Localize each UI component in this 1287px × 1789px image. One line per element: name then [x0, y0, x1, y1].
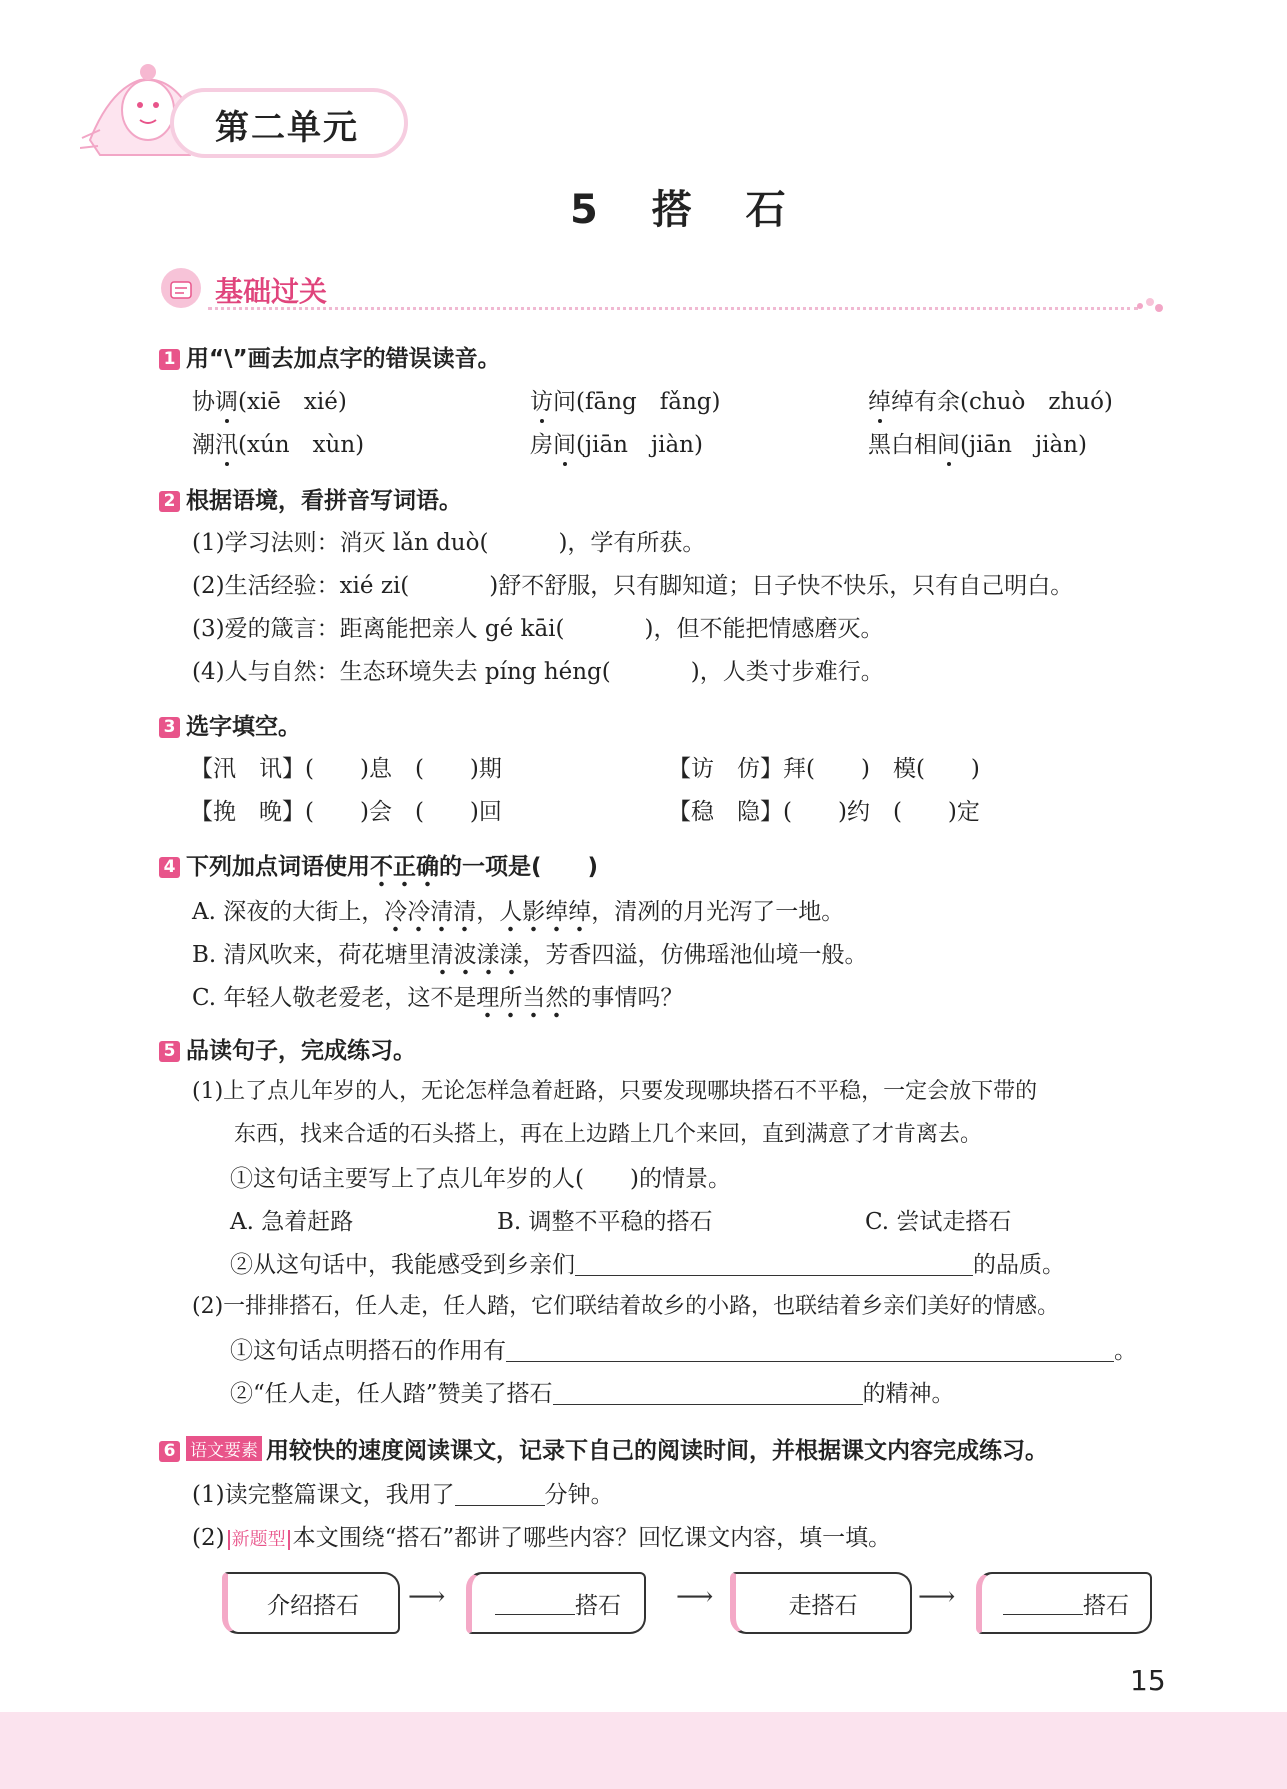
- section-title: 基础过关: [215, 275, 328, 308]
- q1-item-4: 潮汛(xún xùn): [192, 426, 364, 459]
- q5-option-c: C. 尝试走搭石: [865, 1209, 1012, 1235]
- answer-blank[interactable]: [455, 1483, 545, 1506]
- flow-arrow-icon: ⟶: [918, 1582, 956, 1612]
- question-1-heading: [159, 340, 501, 373]
- new-type-tag: 新题型: [228, 1530, 290, 1550]
- q3-row-1a: 【汛 讯】( )息 ( )期: [190, 756, 502, 782]
- q4-option-b: B. 清风吹来，荷花塘里清波漾漾，芳香四溢，仿佛瑶池仙境一般。: [192, 936, 868, 969]
- decorative-dots-icon: [1135, 296, 1165, 316]
- emphasis-word: 不正确: [370, 854, 439, 888]
- q4-option-a: A. 深夜的大街上，冷冷清清，人影绰绰，清冽的月光泻了一地。: [192, 893, 844, 926]
- page-number: 15: [1130, 1664, 1166, 1697]
- q1-item-5: 房间(jiān jiàn): [530, 426, 703, 459]
- flow-arrow-icon: ⟶: [408, 1582, 446, 1612]
- flow-box-2: 搭石: [466, 1572, 646, 1634]
- question-number: 4: [159, 857, 180, 878]
- flow-box-4: 搭石: [976, 1572, 1152, 1634]
- q2-line-4: (4)人与自然：生态环境失去 píng héng( )，人类寸步难行。: [192, 659, 884, 685]
- question-number: 6: [159, 1441, 180, 1462]
- question-text: 用较快的速度阅读课文，记录下自己的阅读时间，并根据课文内容完成练习。: [266, 1438, 1048, 1464]
- question-number: 5: [159, 1041, 180, 1062]
- q1-item-1: 协调(xiē xié): [192, 383, 347, 416]
- flow-arrow-icon: ⟶: [676, 1582, 714, 1612]
- answer-blank[interactable]: [506, 1339, 1114, 1362]
- q3-row-2b: 【稳 隐】( )约 ( )定: [668, 799, 980, 825]
- question-number: 3: [159, 717, 180, 738]
- lesson-title: 5 搭 石: [570, 187, 806, 233]
- flow-box-3: 走搭石: [730, 1572, 912, 1634]
- footer-band: [0, 1712, 1287, 1789]
- q6-line-1: (1)读完整篇课文，我用了 分钟。: [192, 1482, 614, 1508]
- q5-option-a: A. 急着赶路: [230, 1209, 354, 1235]
- answer-blank[interactable]: [495, 1592, 575, 1615]
- q2-line-1: (1)学习法则：消灭 lǎn duò( )，学有所获。: [192, 530, 706, 556]
- question-text: 品读句子，完成练习。: [186, 1038, 416, 1064]
- answer-blank[interactable]: [553, 1382, 863, 1405]
- flow-box-1: 介绍搭石: [222, 1572, 400, 1634]
- answer-blank[interactable]: [575, 1253, 973, 1276]
- section-badge-icon: [159, 266, 203, 310]
- q2-line-3: (3)爱的箴言：距离能把亲人 gé kāi( )，但不能把情感磨灭。: [192, 616, 884, 642]
- q5-option-b: B. 调整不平稳的搭石: [497, 1209, 713, 1235]
- q3-row-2a: 【挽 晚】( )会 ( )回: [190, 799, 502, 825]
- q5-subquestion-1: ①这句话主要写上了点儿年岁的人( )的情景。: [230, 1166, 731, 1192]
- q5-subquestion-4: ②“任人走，任人踏”赞美了搭石 的精神。: [230, 1381, 955, 1407]
- question-3-heading: [159, 708, 301, 741]
- question-text: 根据语境，看拼音写词语。: [186, 488, 462, 514]
- question-number: 1: [159, 349, 180, 370]
- section-divider: [208, 307, 1138, 310]
- q5-passage-1a: (1)上了点儿年岁的人，无论怎样急着赶路，只要发现哪块搭石不平稳，一定会放下带的: [192, 1079, 1038, 1104]
- question-4-heading: 4 下列加点词语使用不正确的一项是( ): [159, 848, 598, 881]
- q2-line-2: (2)生活经验：xié zi( )舒不舒服，只有脚知道；日子快不快乐，只有自己明白。: [192, 573, 1074, 599]
- q4-option-c: C. 年轻人敬老爱老，这不是理所当然的事情吗？: [192, 979, 683, 1012]
- q1-item-2: 访问(fāng fǎng): [530, 383, 720, 416]
- question-5-heading: [159, 1032, 416, 1065]
- question-text: 选字填空。: [186, 714, 301, 740]
- q1-item-6: 黑白相间(jiān jiàn): [868, 426, 1087, 459]
- q5-passage-1b: 东西，找来合适的石头搭上，再在上边踏上几个来回，直到满意了才肯离去。: [234, 1122, 983, 1147]
- element-tag: 语文要素: [186, 1436, 262, 1461]
- question-6-heading: [159, 1432, 1048, 1465]
- q5-passage-2: (2)一排排搭石，任人走，任人踏，它们联结着故乡的小路，也联结着乡亲们美好的情感。: [192, 1294, 1060, 1319]
- q5-subquestion-2: ②从这句话中，我能感受到乡亲们 的品质。: [230, 1252, 1065, 1278]
- q1-item-3: 绰绰有余(chuò zhuó): [868, 383, 1113, 416]
- q3-row-1b: 【访 仿】拜( ) 模( ): [668, 756, 980, 782]
- answer-blank[interactable]: [1003, 1592, 1083, 1615]
- unit-title: 第二单元: [215, 108, 359, 148]
- q6-line-2: (2) 新题型 本文围绕“搭石”都讲了哪些内容？回忆课文内容，填一填。: [192, 1525, 892, 1551]
- question-text: 用“\”画去加点字的错误读音。: [186, 346, 501, 372]
- question-2-heading: [159, 482, 462, 515]
- q5-subquestion-3: ①这句话点明搭石的作用有 。: [230, 1338, 1137, 1364]
- question-number: 2: [159, 491, 180, 512]
